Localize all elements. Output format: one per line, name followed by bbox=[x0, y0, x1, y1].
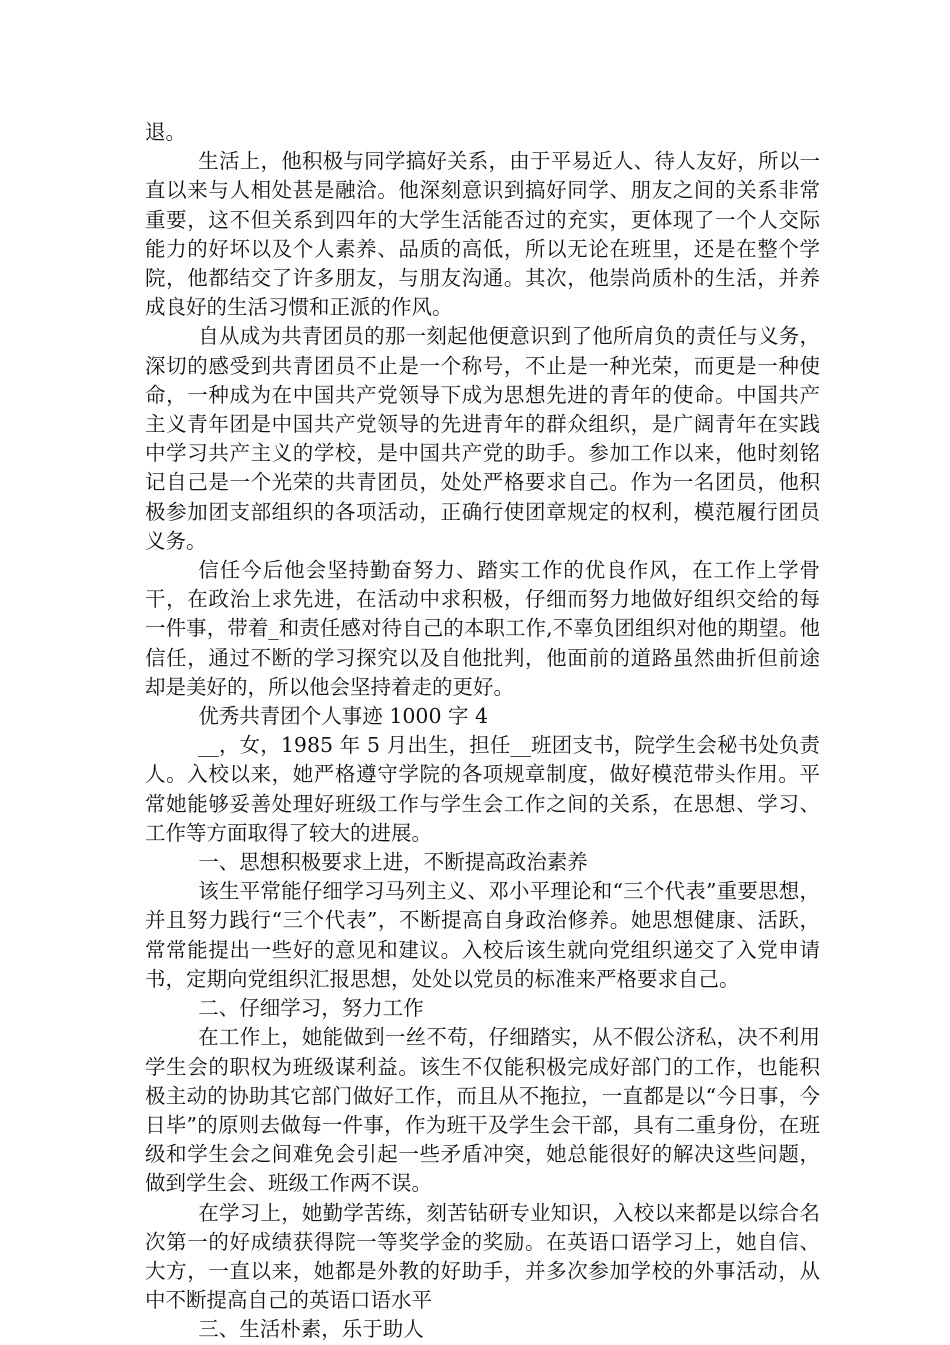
paragraph-continuation: 退。 bbox=[145, 120, 186, 144]
heading-study-work: 二、仔细学习，努力工作 bbox=[198, 996, 424, 1021]
heading-politics: 一、思想积极要求上进，不断提高政治素养 bbox=[198, 850, 588, 875]
paragraph-politics: 该生平常能仔细学习马列主义、邓小平理论和“三个代表”重要思想，并且努力践行“三个代表”，不断提高自身政治修养。她思想健康、活跃，常常能提出一些好的意见和建议。入校后该生就向党组织递交了入党申请书，定期向党组织汇报思想，处处以党员的标准来严格要求自己。 bbox=[145, 879, 820, 991]
paragraph-study: 在学习上，她勤学苦练，刻苦钻研专业知识，入校以来都是以综合名次第一的好成绩获得院一等奖学金的奖励。在英语口语学习上，她自信、大方，一直以来，她都是外教的好助手，并多次参加学校的外事活动，从中不断提高自己的英语口语水平 bbox=[145, 1200, 820, 1313]
paragraph-life: 生活上，他积极与同学搞好关系，由于平易近人、待人友好，所以一直以来与人相处甚是融洽。他深刻意识到搞好同学、朋友之间的关系非常重要，这不但关系到四年的大学生活能否过的充实，更体现了一个人交际能力的好坏以及个人素养、品质的高低，所以无论在班里，还是在整个学院，他都结交了许多朋友，与朋友沟通。其次，他崇尚质朴的生活，并养成良好的生活习惯和正派的作风。 bbox=[145, 149, 820, 320]
document-page bbox=[145, 118, 820, 1345]
paragraph-league-duty: 自从成为共青团员的那一刻起他便意识到了他所肩负的责任与义务，深切的感受到共青团员不止是一个称号，不止是一种光荣，而更是一种使命，一种成为在中国共产党领导下成为思想先进的青年的使命。中国共产主义青年团是中国共产党领导的先进青年的群众组织，是广阔青年在实践中学习共产主义的学校，是中国共产党的助手。参加工作以来，他时刻铭记自己是一个光荣的共青团员，处处严格要求自己。作为一名团员，他积极参加团支部组织的各项活动，正确行使团章规定的权利，模范履行团员义务。 bbox=[145, 324, 820, 553]
paragraph-intro: __，女，1985 年 5 月出生，担任__班团支书，院学生会秘书处负责人。入校以来，她严格遵守学院的各项规章制度，做好模范带头作用。平常她能够妥善处理好班级工作与学生会工作之间的关系，在思想、学习、工作等方面取得了较大的进展。 bbox=[145, 733, 820, 845]
section-title: 优秀共青团个人事迹 1000 字 4 bbox=[198, 704, 489, 729]
paragraph-future: 信任今后他会坚持勤奋努力、踏实工作的优良作风，在工作上学骨干，在政治上求先进，在活动中求积极，仔细而努力地做好组织交给的每一件事，带着_和责任感对待自己的本职工作,不辜负团组织对他的期望。他信任，通过不断的学习探究以及自他批判，他面前的道路虽然曲折但前途却是美好的，所以他会坚持着走的更好。 bbox=[145, 558, 820, 699]
paragraph-work: 在工作上，她能做到一丝不苟，仔细踏实，从不假公济私，决不利用学生会的职权为班级谋利益。该生不仅能积极完成好部门的工作，也能积极主动的协助其它部门做好工作，而且从不拖拉，一直都是以“今日事，今日毕”的原则去做每一件事，作为班干及学生会干部，具有二重身份，在班级和学生会之间难免会引起一些矛盾冲突，她总能很好的解决这些问题，做到学生会、班级工作两不误。 bbox=[145, 1025, 820, 1196]
heading-life: 三、生活朴素，乐于助人 bbox=[198, 1317, 424, 1342]
